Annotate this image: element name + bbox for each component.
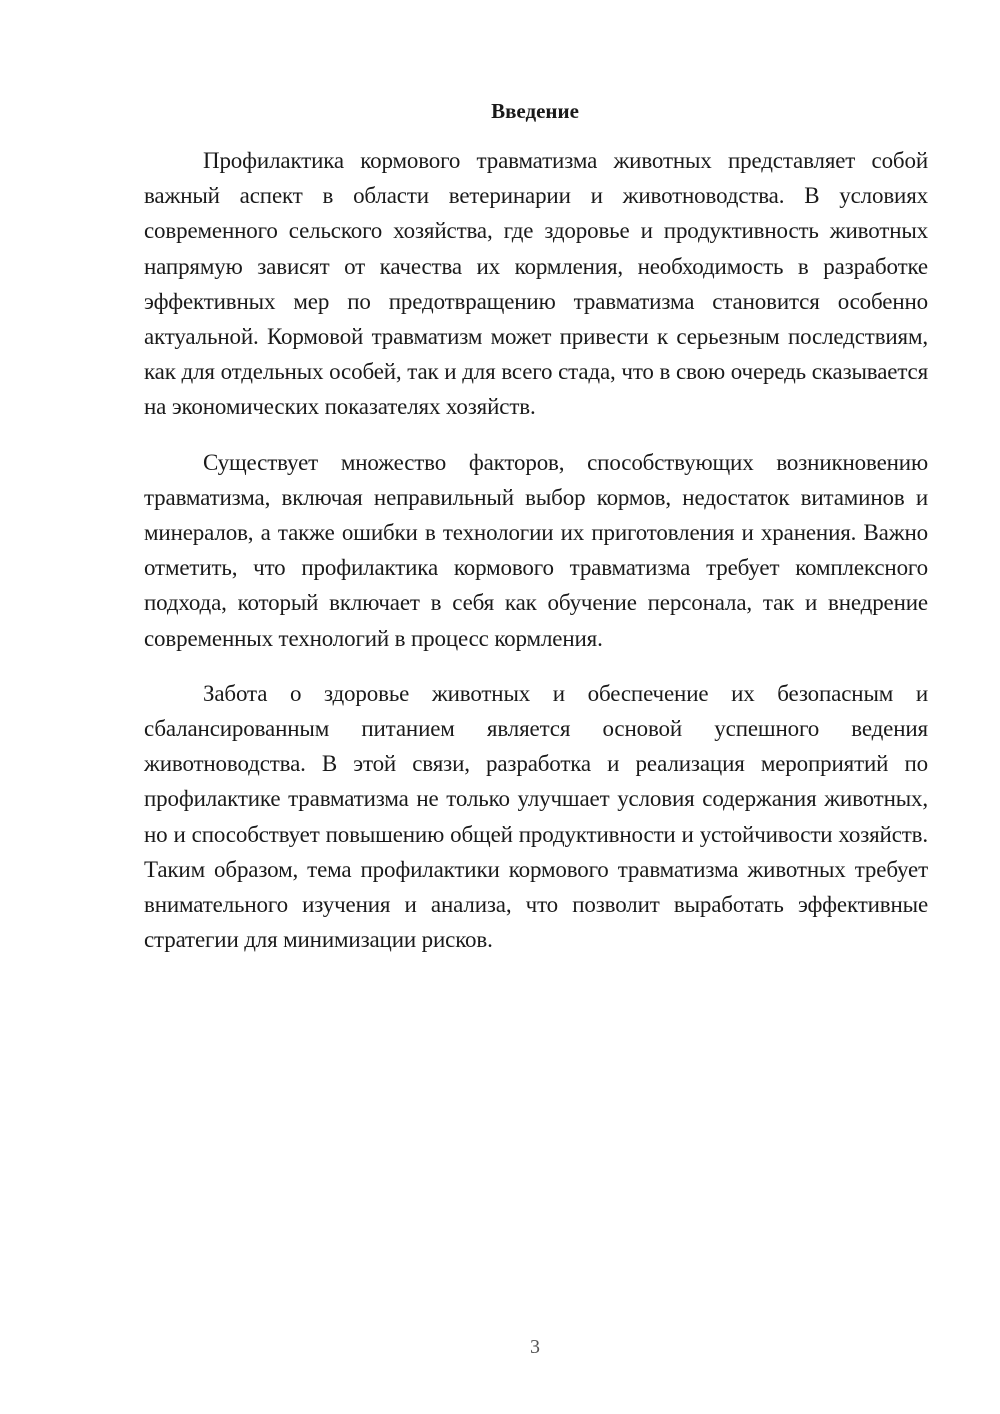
page-number: 3 [530,1336,540,1358]
section-heading: Введение [491,99,579,123]
paragraph-3: Забота о здоровье животных и обеспечение их безопасным и сбалансированным питанием является основой успешного ведения животноводства. В этой связи, разработка и реализация мероприятий по профилактике травматизма не только улучшает условия содержания животных, но и способствует повышению общей продуктивности и устойчивости хозяйств. Таким образом, тема профилактики кормового травматизма животных требует внимательного изучения и анализа, что позволит выработать эффективные стратегии для минимизации рисков. [144,680,928,953]
paragraph-1: Профилактика кормового травматизма животных представляет собой важный аспект в области ветеринарии и животноводства. В условиях современного сельского хозяйства, где здоровье и продуктивность животных напрямую зависят от качества их кормления, необходимость в разработке эффективных мер по предотвращению травматизма становится особенно актуальной. Кормовой травматизм может привести к серьезным последствиям, как для отдельных особей, так и для всего стада, что в свою очередь сказывается на экономических показателях хозяйств. [144,148,928,420]
paragraph-2: Существует множество факторов, способствующих возникновению травматизма, включая неправильный выбор кормов, недостаток витаминов и минералов, а также ошибки в технологии их приготовления и хранения. Важно отметить, что профилактика кормового травматизма требует комплексного подхода, который включает в себя как обучение персонала, так и внедрение современных технологий в процесс кормления. [144,449,928,651]
body-text [144,143,928,957]
